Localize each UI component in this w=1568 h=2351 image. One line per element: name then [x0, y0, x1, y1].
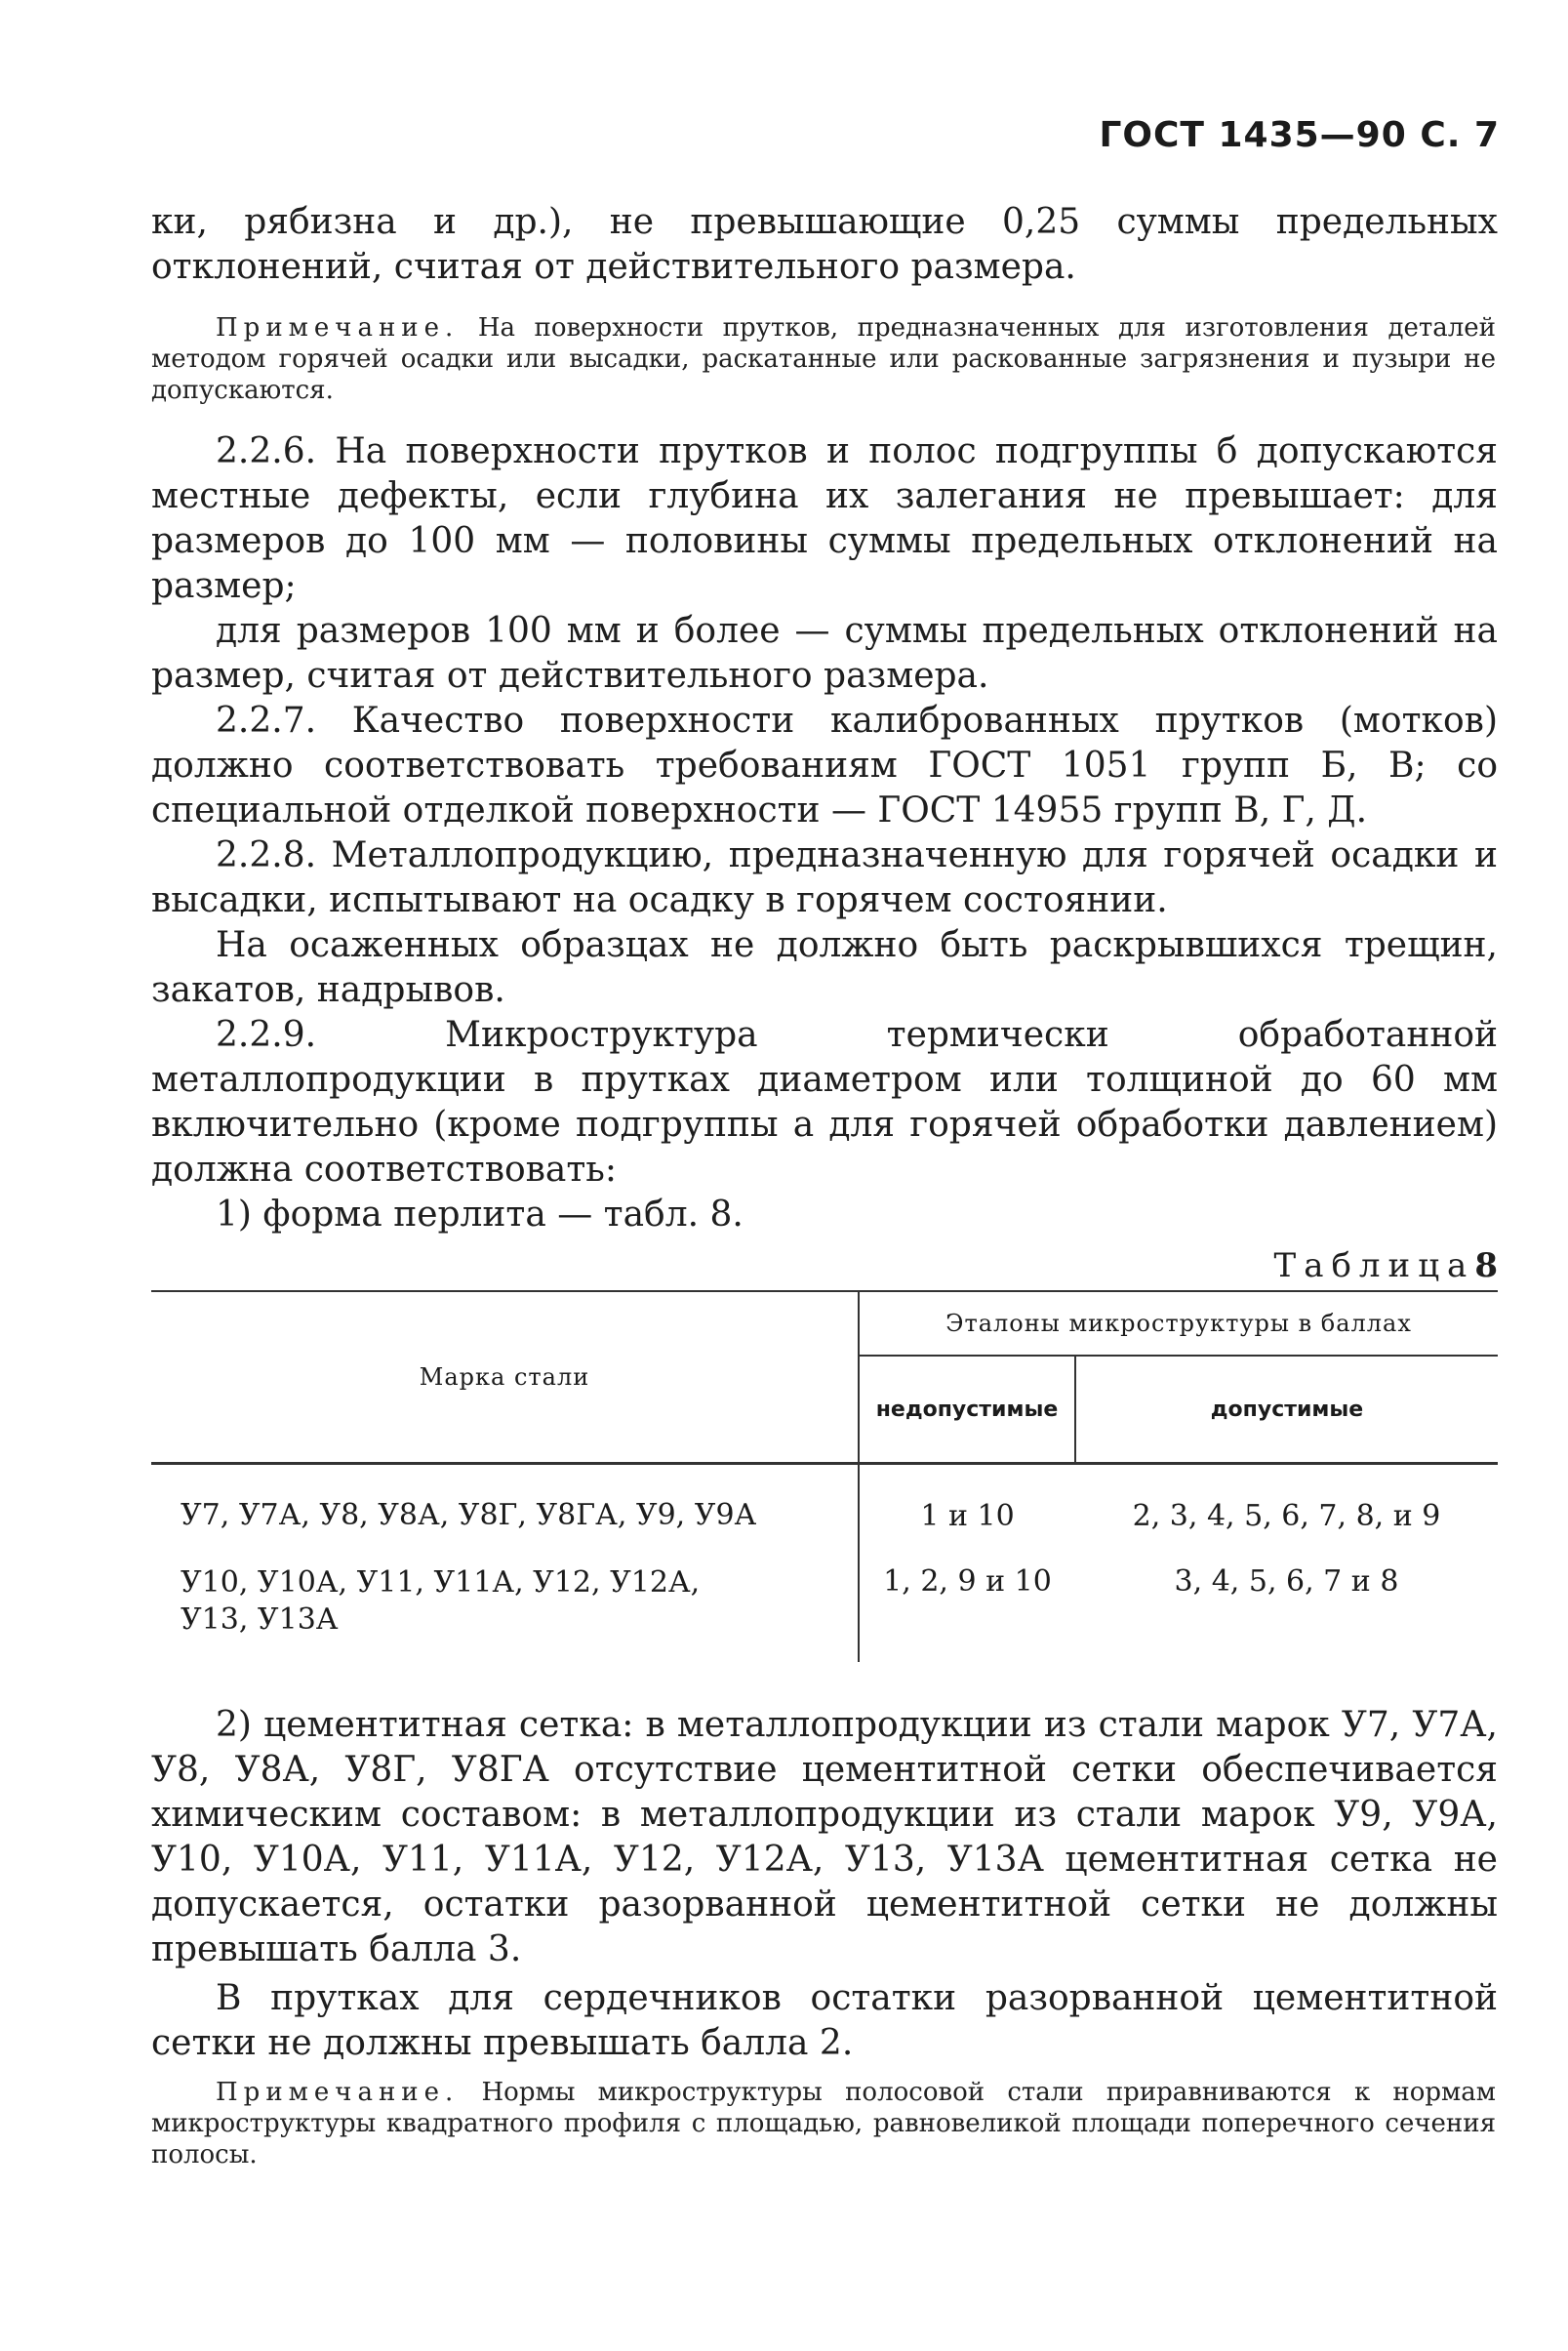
column-header-unacceptable: недопустимые — [859, 1356, 1075, 1464]
row-1-steel-grade: У7, У7А, У8, У8А, У8Г, У8ГА, У9, У9А — [151, 1464, 859, 1554]
row-2-steel-grade: У10, У10А, У11, У11А, У12, У12А, У13, У13А — [181, 1565, 701, 1637]
row-2-acceptable: 3, 4, 5, 6, 7 и 8 — [1174, 1564, 1399, 1599]
column-header-acceptable: допустимые — [1075, 1356, 1498, 1464]
microstructure-table — [151, 1290, 1498, 1662]
table-caption-number: 8 — [1474, 1246, 1498, 1285]
section-2-2-6-to-2-2-9 — [151, 429, 1498, 1237]
note-2-text: Нормы микроструктуры полосовой стали приравниваются к нормам микроструктуры квадратного профиля с площадью, равновеликой площади поперечного сечения полосы. — [151, 2078, 1496, 2169]
paragraph-2-2-6-continued: для размеров 100 мм и более — суммы предельных отклонений на размер, считая от действительного размера. — [151, 611, 1498, 696]
paragraph-cores: В прутках для сердечников остатки разорванной цементитной сетки не должны превышать балла 2. — [151, 1978, 1498, 2063]
after-table-block — [151, 1703, 1498, 2066]
paragraph-2-2-9-item-2: 2) цементитная сетка: в металлопродукции из стали марок У7, У7А, У8, У8А, У8Г, У8ГА отсутствие цементитной сетки обеспечивается химическим составом: в металлопродукции из стали марок У9, У9А, У10, У10А, У11, У11А, У12, У12А, У13, У13А цементитная сетка не допускается, остатки разорванной цементитной сетки не должны превышать балла 3. — [151, 1705, 1498, 1969]
paragraph-2-2-9-item-1: 1) форма перлита — табл. 8. — [216, 1195, 744, 1235]
column-header-steel-grade: Марка стали — [151, 1291, 859, 1464]
paragraph-2-2-8-continued: На осаженных образцах не должно быть раскрывшихся трещин, закатов, надрывов. — [151, 925, 1498, 1010]
intro-block — [151, 200, 1498, 290]
table-row — [151, 1553, 1498, 1662]
row-2-unacceptable: 1, 2, 9 и 10 — [859, 1553, 1075, 1662]
note-2-label: Примечание. — [216, 2078, 460, 2107]
page-header: ГОСТ 1435—90 С. 7 — [1099, 115, 1500, 155]
table-caption — [1274, 1246, 1498, 1285]
note-1-label: Примечание. — [216, 313, 460, 343]
note-2 — [151, 2077, 1496, 2170]
paragraph-2-2-6: 2.2.6. На поверхности прутков и полос подгруппы б допускаются местные дефекты, если глубина их залегания не превышает: для размеров до 100 мм — половины суммы предельных отклонений на размер; — [151, 431, 1498, 606]
paragraph-2-2-7: 2.2.7. Качество поверхности калиброванных прутков (мотков) должно соответствовать требованиям ГОСТ 1051 групп Б, В; со специальной отделкой поверхности — ГОСТ 14955 групп В, Г, Д. — [151, 701, 1498, 831]
paragraph-2-2-9: 2.2.9. Микроструктура термически обработанной металлопродукции в прутках диаметром или толщиной до 60 мм включительно (кроме подгруппы а для горячей обработки давлением) должна соответствовать: — [151, 1015, 1498, 1190]
paragraph-continuation: ки, рябизна и др.), не превышающие 0,25 суммы предельных отклонений, считая от действительного размера. — [151, 202, 1498, 287]
table-row — [151, 1464, 1498, 1554]
paragraph-2-2-8: 2.2.8. Металлопродукцию, предназначенную для горячей осадки и высадки, испытывают на осадку в горячем состоянии. — [151, 835, 1498, 920]
row-1-acceptable: 2, 3, 4, 5, 6, 7, 8, и 9 — [1075, 1464, 1498, 1554]
note-1 — [151, 312, 1496, 406]
table-caption-word: Таблица — [1273, 1246, 1475, 1285]
column-header-etalons: Эталоны микроструктуры в баллах — [859, 1291, 1498, 1356]
note-1-text: На поверхности прутков, предназначенных для изготовления деталей методом горячей осадки или высадки, раскатанные или раскованные загрязнения и пузыри не допускаются. — [151, 313, 1496, 405]
row-1-unacceptable: 1 и 10 — [859, 1464, 1075, 1554]
